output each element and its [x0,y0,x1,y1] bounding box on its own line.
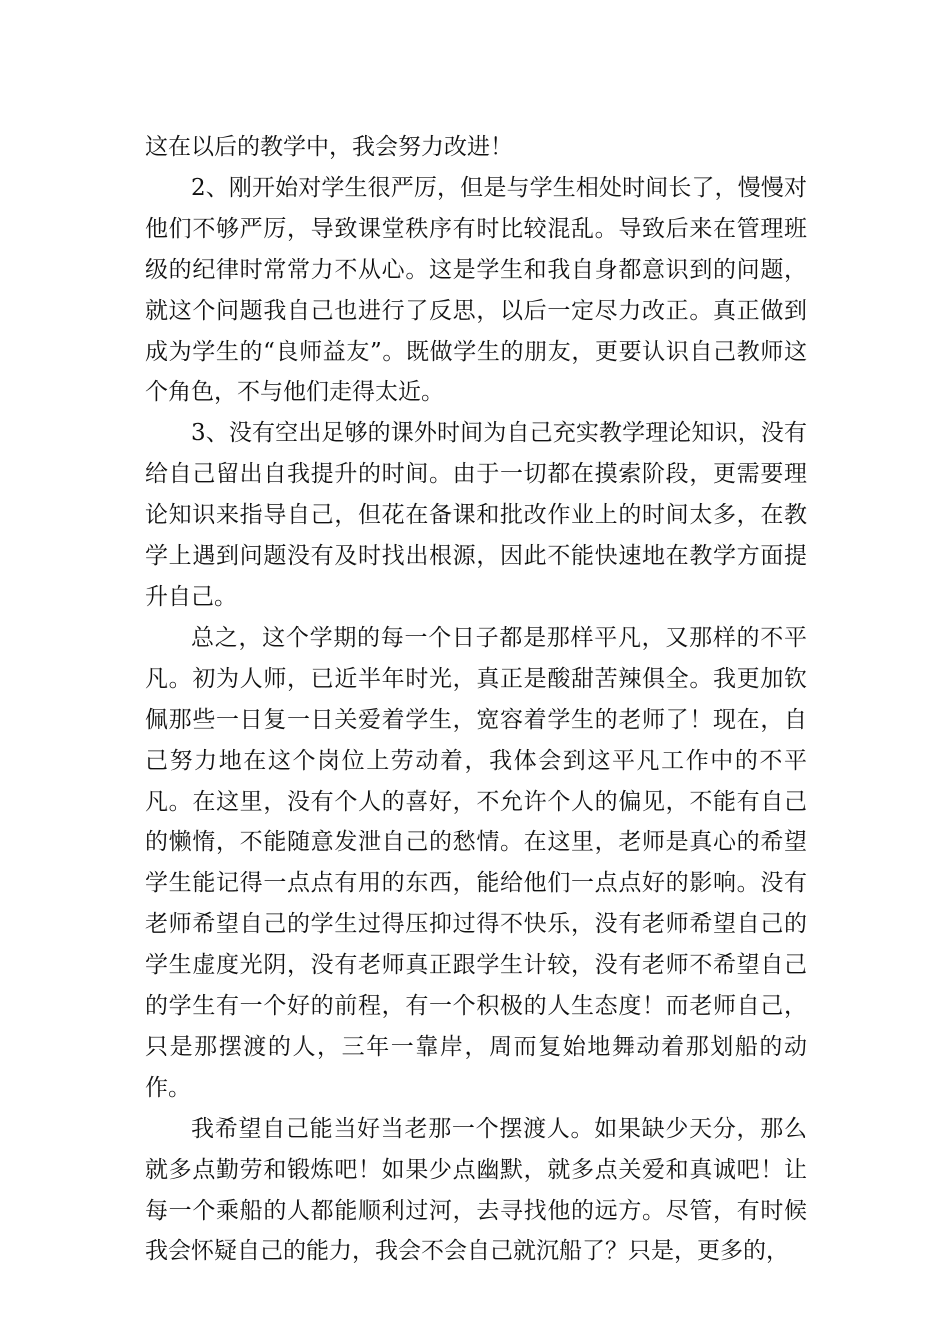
paragraph-continuation: 这在以后的教学中，我会努力改进！ [145,134,513,160]
paragraph-item-2: 2、刚开始对学生很严厉，但是与学生相处时间长了，慢慢对他们不够严厉，导致课堂秩序有时比较混乱。导致后来在管理班级的纪律时常常力不从心。这是学生和我自身都意识到的问题，就这个问题我自己也进行了反思，以后一定尽力改正。真正做到成为学生的“良师益友”。既做学生的朋友，更要认识自己教师这个角色，不与他们走得太近。 [145,174,807,406]
paragraph-item-3: 3、没有空出足够的课外时间为自己充实教学理论知识，没有给自己留出自我提升的时间。由于一切都在摸索阶段，更需要理论知识来指导自己，但花在备课和批改作业上的时间太多，在教学上遇到问题没有及时找出根源，因此不能快速地在教学方面提升自己。 [145,420,807,610]
document-body [145,127,807,1272]
paragraph-hope: 我希望自己能当好当老那一个摆渡人。如果缺少天分，那么就多点勤劳和锻炼吧！如果少点幽默，就多点关爱和真诚吧！让每一个乘船的人都能顺利过河，去寻找他的远方。尽管，有时候我会怀疑自己的能力，我会不会自己就沉船了？只是，更多的， [145,1115,807,1265]
paragraph-summary: 总之，这个学期的每一个日子都是那样平凡，又那样的不平凡。初为人师，已近半年时光，真正是酸甜苦辣俱全。我更加钦佩那些一日复一日关爱着学生，宽容着学生的老师了！现在，自己努力地在这个岗位上劳动着，我体会到这平凡工作中的不平凡。在这里，没有个人的喜好，不允许个人的偏见，不能有自己的懒惰，不能随意发泄自己的愁情。在这里，老师是真心的希望学生能记得一点点有用的东西，能给他们一点点好的影响。没有老师希望自己的学生过得压抑过得不快乐，没有老师希望自己的学生虚度光阴，没有老师真正跟学生计较，没有老师不希望自己的学生有一个好的前程，有一个积极的人生态度！而老师自己，只是那摆渡的人，三年一靠岸，周而复始地舞动着那划船的动作。 [145,624,807,1101]
